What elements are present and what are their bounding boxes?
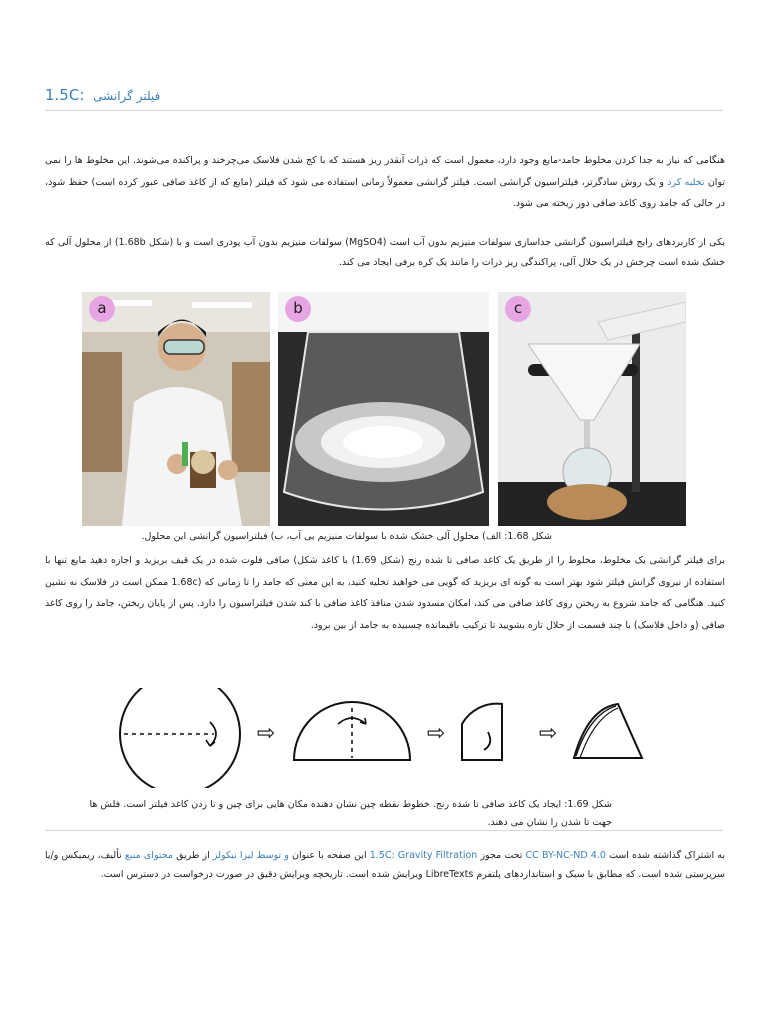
page-title	[45, 86, 725, 104]
badge-a: a	[89, 296, 115, 322]
title-divider	[45, 110, 723, 111]
arrow-icon: ⇨	[256, 721, 276, 746]
intro-text: هنگامی که نیاز به جدا کردن مخلوط جامد-مایع وجود دارد، معمول است که ذرات آنقدر ریز هستند که با کج شدن فلاسک می‌چرخند و پراکنده می‌شوند. این مخلوط ها را نمی توان	[45, 155, 725, 188]
decant-link[interactable]: تخلیه کرد	[667, 176, 705, 188]
photo-b-illustration	[278, 292, 489, 526]
section-title: فیلتر گرانشی	[93, 89, 161, 103]
folding-step-semicircle	[294, 702, 410, 760]
folding-step-circle	[120, 688, 240, 788]
folding-step-quarter	[462, 704, 502, 760]
license-link[interactable]: CC BY-NC-ND 4.0	[525, 850, 606, 861]
source-content-link[interactable]: محتوای منبع	[124, 850, 173, 861]
attribution-part-4: تحت مجوز	[477, 850, 526, 861]
attribution-part-7: تألیف، ریمیکس و/یا سرپرستی شده است. که مطابق با سبک و استانداردهای پلتفرم LibreTexts ویرایش شده است. تاریخچه ویرایش دقیق در صورت درخواست در دسترس است.	[45, 850, 725, 880]
intro-paragraph	[45, 150, 725, 215]
photo-a-illustration	[82, 292, 270, 526]
footer-divider	[45, 830, 723, 831]
attribution-footer	[45, 846, 725, 884]
attribution-number: 1.5	[369, 850, 385, 861]
section-number: 1.5C:	[45, 86, 85, 104]
attribution-title: C: Gravity Filtration	[384, 850, 478, 861]
attribution-part-5: به اشتراک گذاشته شده است	[605, 850, 726, 861]
example-paragraph: یکی از کاربردهای رایج فیلتراسیون گرانشی جداسازی سولفات منیزیم بدون آب است (MgSO4) سولفات منیزیم بدون آب پودری است و با (شکل 1.68b) از محلول آلی که خشک شده است چرخش در یک حلال آلی، پراکندگی ریز ذرات را مانند یک کره برفی ایجاد می کند.	[45, 237, 725, 268]
intro-text-after: و یک روش سادگرتر، فیلتراسیون گرانشی است. فیلتر گرانشی معمولاً زمانی استفاده می شود که فیلتر (مایع که از کاغذ صافی عبور کرده است) حفظ شود، در حالی که جامد روی کاغذ صافی دور ریخته می شود.	[45, 176, 725, 209]
photo-b	[278, 292, 489, 526]
procedure-paragraph: برای فیلتر گرانشی یک مخلوط، مخلوط را از طریق یک کاغذ صافی تا شده رنج (شکل 1.69) با کاغذ شکل) صافی فلوت شده در یک قیف بریزید و اجازه دهید مایع تنها با استفاده از نیروی گرانش فیلتر شود بهتر است به گونه ای بریزید که گویی می خواهید تخلیه کنید، به این معنی که جامد را تا زمانی که (1.68c ممکن است در فلاسک نه نشین کنید. هنگامی که جامد شروع به ریختن روی کاغذ صافی می کند، امکان مسدود شدن منافذ کاغذ صافی با کند شدن فیلتراسیون را دارد. پس از پایان ریختن، جامد را روی کاغذ صافی (و داخل فلاسک) با چند قسمت از حلال تازه بشویید تا ترکیب باقیمانده چسبیده به جامد از بین برود.	[45, 555, 725, 631]
fluted-filter-diagram	[118, 688, 648, 788]
attribution-part-3: این صفحه با عنوان	[288, 850, 370, 861]
photo-c-illustration	[498, 292, 686, 526]
attribution-part-6: از طریق	[172, 850, 213, 861]
badge-b: b	[285, 296, 311, 322]
figure-168-caption: شکل 1.68: الف) محلول آلی خشک شده با سولفات منیزیم بی آب، ب) فیلتراسیون گرانشی این محلول.	[141, 531, 552, 542]
badge-c: c	[505, 296, 531, 322]
author-link[interactable]: و توسط لیزا نیکولز	[212, 850, 289, 861]
photo-c	[498, 292, 686, 526]
arrow-icon: ⇨	[426, 721, 446, 746]
figure-169-caption: شکل 1.69: ایجاد یک کاغذ صافی تا شده رنج. خطوط نقطه چین نشان دهنده مکان هایی برای چین و تا زدن کاغذ فیلتر است. فلش ها جهت تا شدن را نشان می دهند.	[89, 799, 612, 828]
arrow-icon: ⇨	[538, 721, 558, 746]
page-title-link[interactable]	[370, 850, 478, 861]
photo-a	[82, 292, 270, 526]
folding-step-cone	[574, 704, 642, 758]
